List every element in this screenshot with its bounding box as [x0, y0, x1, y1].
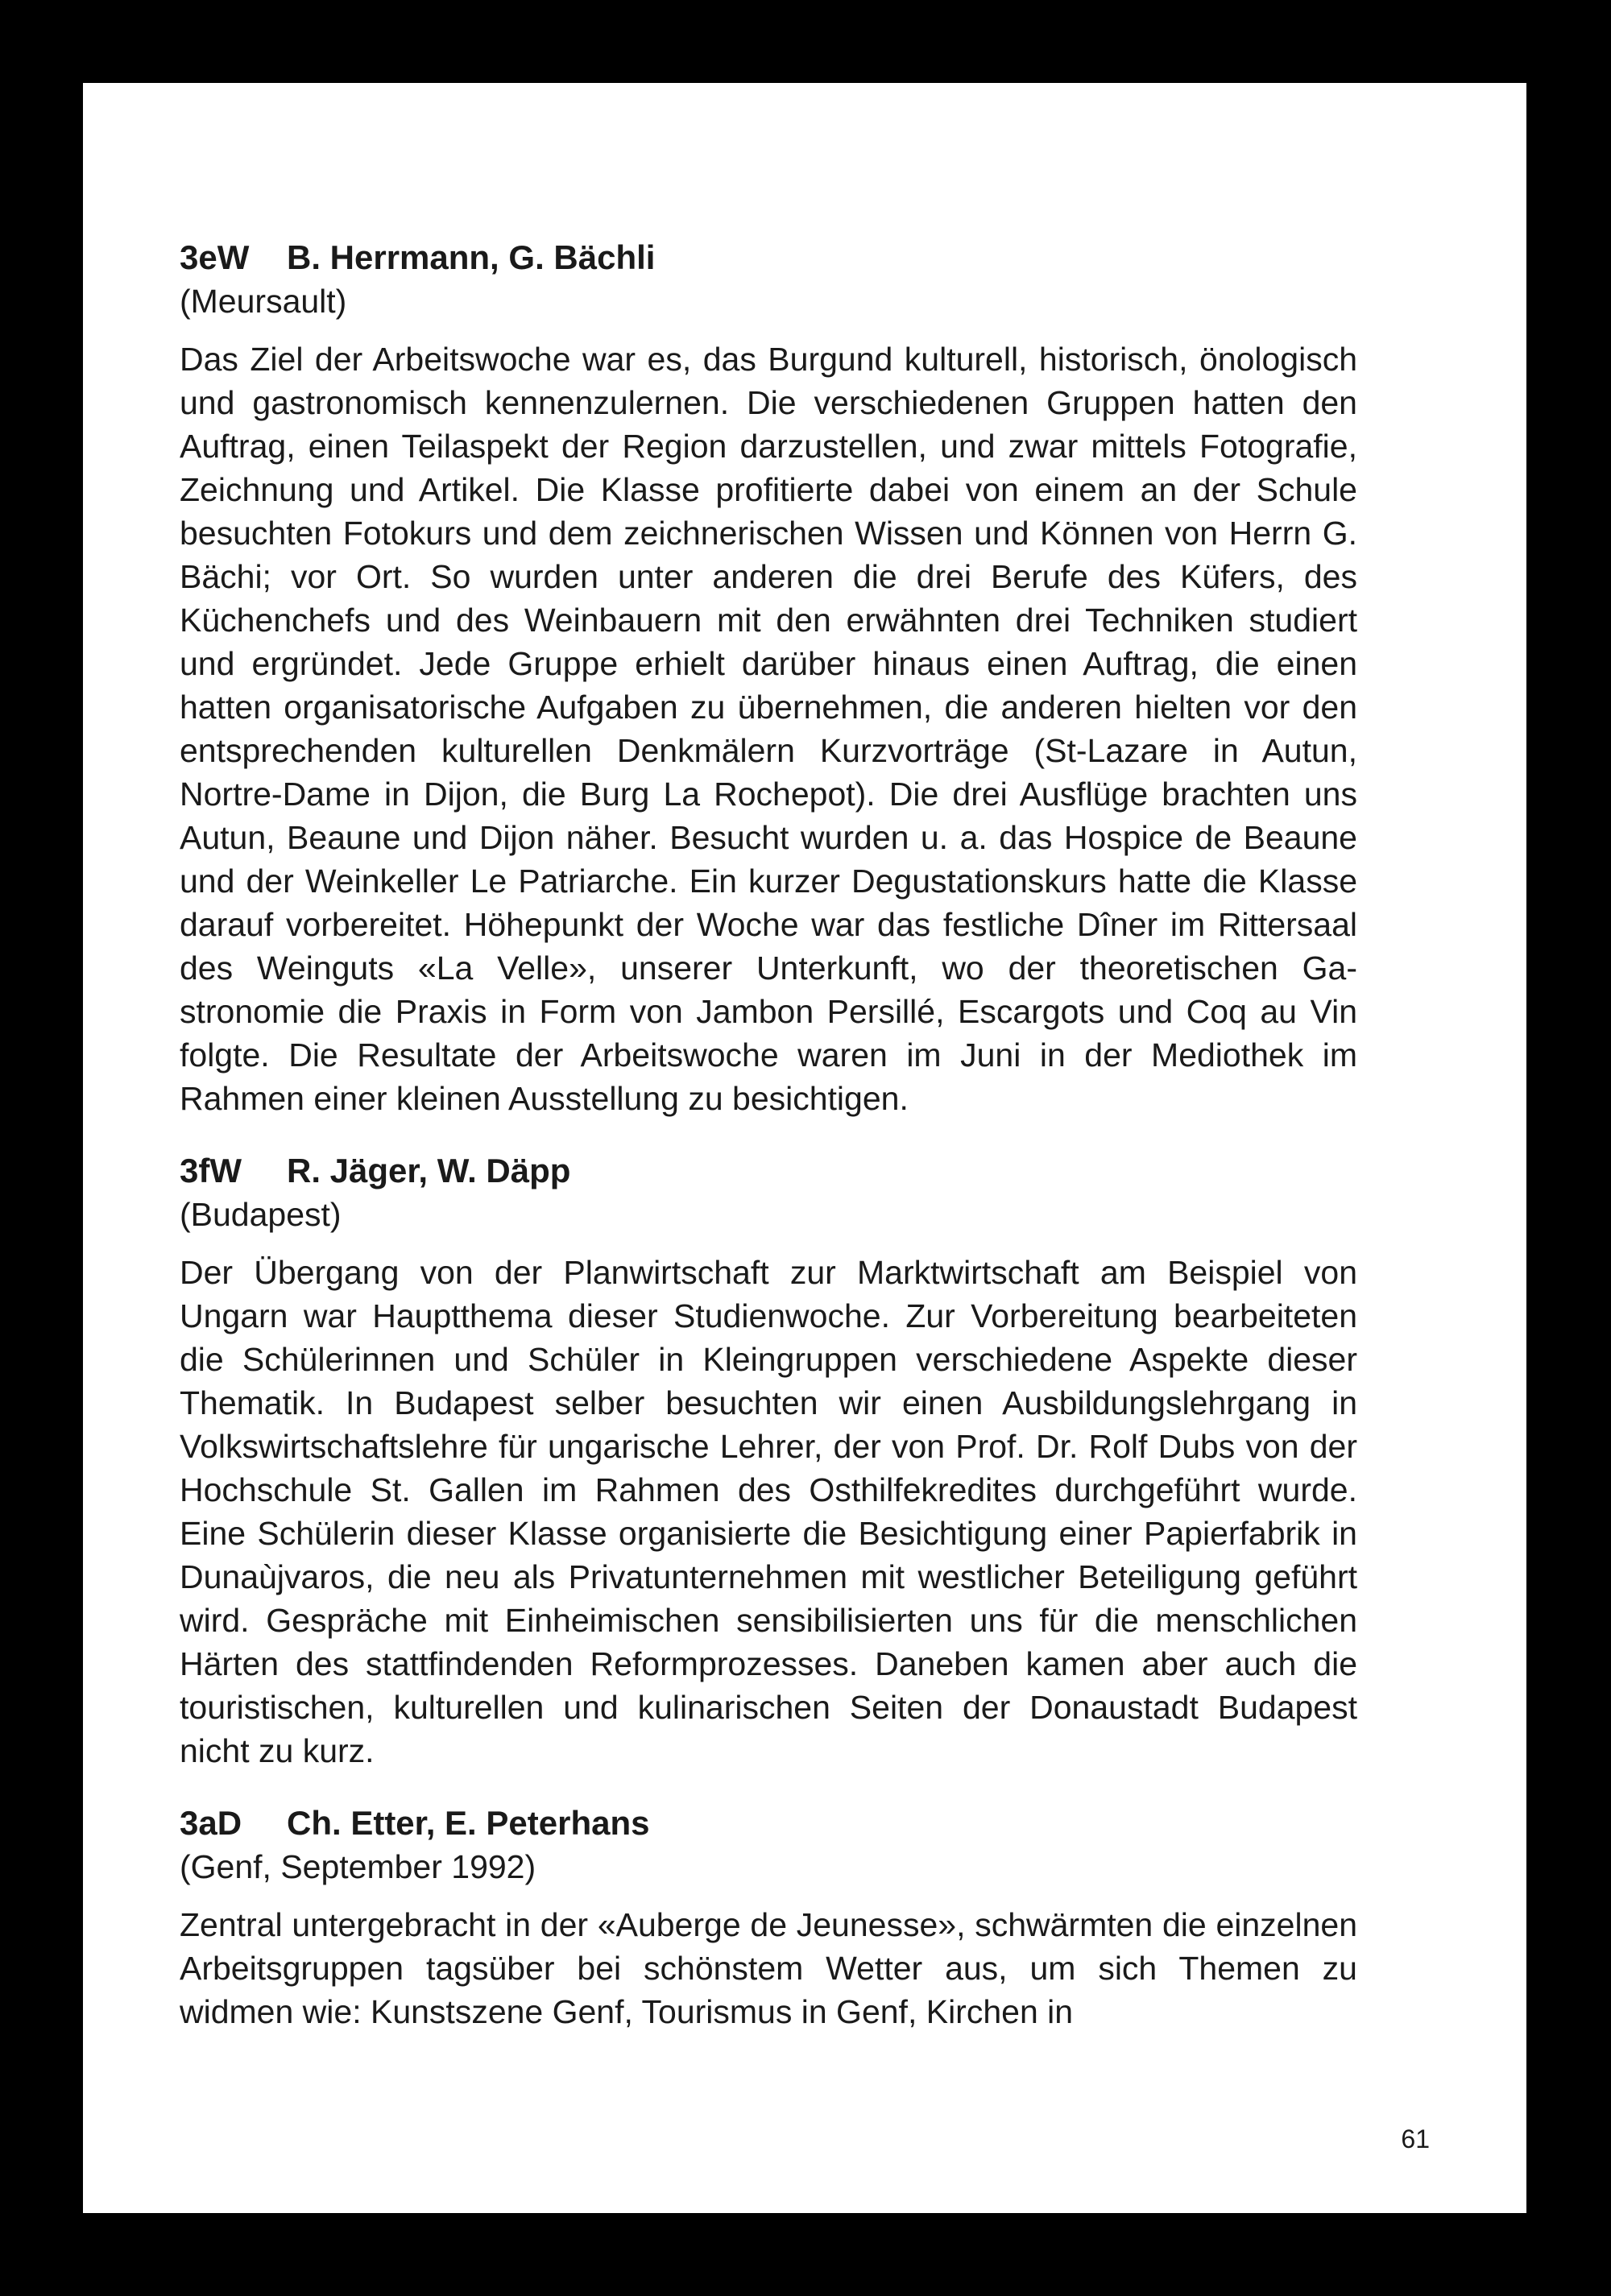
teacher-names: Ch. Etter, E. Peterhans — [287, 1804, 650, 1842]
section-3ad — [180, 1802, 1357, 2033]
document-page — [83, 83, 1526, 2213]
class-code: 3fW — [180, 1152, 242, 1189]
section-body: Zentral untergebracht in der «Auberge de Jeunesse», schwärmten die einzelnen Arbeitsgruppen tagsüber bei schönstem Wetter aus, um sich Themen zu widmen wie: Kunstszene Genf, Tourismus in Genf, Kirchen in — [180, 1906, 1357, 2030]
section-heading — [180, 236, 1357, 279]
class-code: 3eW — [180, 238, 250, 276]
trip-location: (Budapest) — [180, 1196, 342, 1233]
page-number: 61 — [1401, 2124, 1430, 2153]
section-3fw — [180, 1149, 1357, 1773]
class-code: 3aD — [180, 1804, 242, 1842]
trip-location: (Meursault) — [180, 283, 347, 320]
section-heading — [180, 1802, 1357, 1845]
teacher-names: B. Herrmann, G. Bächli — [287, 238, 656, 276]
trip-location: (Genf, September 1992) — [180, 1848, 536, 1885]
section-heading — [180, 1149, 1357, 1193]
section-body: Der Übergang von der Planwirtschaft zur Marktwirtschaft am Beispiel von Ungarn war Hauptthema dieser Studienwoche. Zur Vorbereitung bearbeiteten die Schülerinnen und Schüler in Kleingruppen verschiedene Aspekte dieser Thematik. In Budapest selber besuchten wir einen Ausbildungslehrgang in Volkswirtschaftslehre für ungarische Lehrer, der von Prof. Dr. Rolf Dubs von der Hochschule St. Gallen im Rahmen des Osthilfekredites durchgeführt wurde. Eine Schülerin dieser Klasse organisierte die Besichtigung einer Papierfabrik in Dunaùjvaros, die neu als Privatunternehmen mit westlicher Beteiligung geführt wird. Gespräche mit Einheimischen sensibilisierten uns für die menschlichen Härten des stattfindenden Reformprozesses. Daneben kamen aber auch die touristischen, kulturellen und kulinarischen Seiten der Donaustadt Budapest nicht zu kurz. — [180, 1254, 1357, 1769]
section-3ew — [180, 236, 1357, 1120]
teacher-names: R. Jäger, W. Däpp — [287, 1152, 571, 1189]
section-body: Das Ziel der Arbeitswoche war es, das Burgund kulturell, historisch, önologisch und gastronomisch kennenzulernen. Die verschiedenen Gruppen hatten den Auftrag, einen Teilaspekt der Region darzustellen, und zwar mittels Fotografie, Zeichnung und Artikel. Die Klasse profitierte dabei von einem an der Schule besuchten Fotokurs und dem zeichnerischen Wissen und Können von Herrn G. Bächi; vor Ort. So wurden unter anderen die drei Berufe des Küfers, des Küchenchefs und des Weinbauern mit den erwähnten drei Techniken studiert und ergründet. Jede Gruppe erhielt darüber hinaus einen Auftrag, die einen hatten organisatorische Aufgaben zu übernehmen, die anderen hielten vor den entsprechenden kulturellen Denkmälern Kurzvorträge (St-Lazare in Autun, Nortre-Dame in Dijon, die Burg La Rochepot). Die drei Ausflüge brachten uns Autun, Beaune und Dijon näher. Besucht wurden u. a. das Hospice de Beaune und der Weinkeller Le Patriarche. Ein kurzer Degustationskurs hatte die Klasse darauf vorbereitet. Höhepunkt der Woche war das festliche Dîner im Rittersaal des Weinguts «La Velle», unserer Unterkunft, wo der theoretischen Gastronomie die Praxis in Form von Jambon Persillé, Escargots und Coq au Vin folgte. Die Resultate der Arbeitswoche waren im Juni in der Mediothek im Rahmen einer kleinen Ausstellung zu besichtigen. — [180, 341, 1357, 1117]
page-content — [180, 236, 1357, 2062]
